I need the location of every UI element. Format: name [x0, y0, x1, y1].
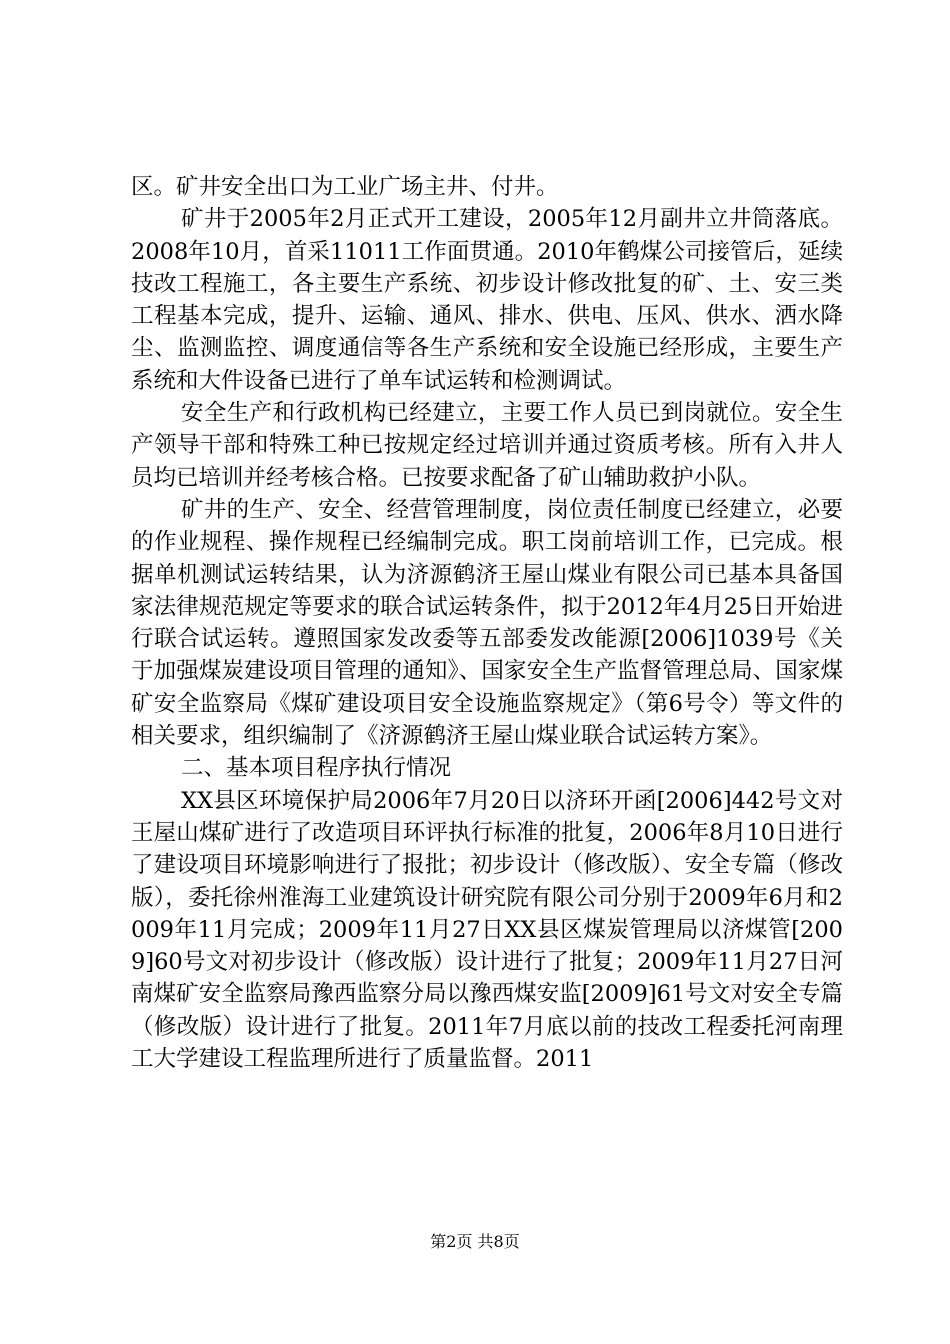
document-body [131, 171, 843, 1075]
paragraph-construction-history: 矿井于2005年2月正式开工建设，2005年12月副井立井筒落底。2008年10月，首采11011工作面贯通。2010年鹤煤公司接管后，延续技改工程施工，各主要生产系统、初步设计修改批复的矿、土、安三类工程基本完成，提升、运输、通风、排水、供电、压风、供水、洒水降尘、监测监控、调度通信等各生产系统和安全设施已经形成，主要生产系统和大件设备已进行了单车试运转和检测调试。 [131, 206, 843, 394]
paragraph-continuation: 区。矿井安全出口为工业广场主井、付井。 [131, 174, 559, 200]
paragraph-project-procedures: XX县区环境保护局2006年7月20日以济环开函[2006]442号文对王屋山煤矿进行了改造项目环评执行标准的批复，2006年8月10日进行了建设项目环境影响进行了报批；初步设计（修改版）、安全专篇（修改版），委托徐州淮海工业建筑设计研究院有限公司分别于2009年6月和2009年11月完成；2009年11月27日XX县区煤炭管理局以济煤管[2009]60号文对初步设计（修改版）设计进行了批复；2009年11月27日河南煤矿安全监察局豫西监察分局以豫西煤安监[2009]61号文对安全专篇（修改版）设计进行了批复。2011年7月底以前的技改工程委托河南理工大学建设工程监理所进行了质量监督。2011 [131, 787, 843, 1073]
paragraph-management-systems: 矿井的生产、安全、经营管理制度，岗位责任制度已经建立，必要的作业规程、操作规程已经编制完成。职工岗前培训工作，已完成。根据单机测试运转结果，认为济源鹤济王屋山煤业有限公司已基本具备国家法律规范规定等要求的联合试运转条件，拟于2012年4月25日开始进行联合试运转。遵照国家发改委等五部委发改能源[2006]1039号《关于加强煤炭建设项目管理的通知》、国家安全生产监督管理总局、国家煤矿安全监察局《煤矿建设项目安全设施监察规定》（第6号令）等文件的相关要求，组织编制了《济源鹤济王屋山煤业联合试运转方案》。 [131, 496, 843, 750]
page-footer: 第2页 共8页 [430, 1232, 520, 1251]
section-heading: 二、基本项目程序执行情况 [181, 755, 452, 782]
paragraph-organization: 安全生产和行政机构已经建立，主要工作人员已到岗就位。安全生产领导干部和特殊工种已按规定经过培训并通过资质考核。所有入井人员均已培训并经考核合格。已按要求配备了矿山辅助救护小队。 [131, 400, 843, 491]
